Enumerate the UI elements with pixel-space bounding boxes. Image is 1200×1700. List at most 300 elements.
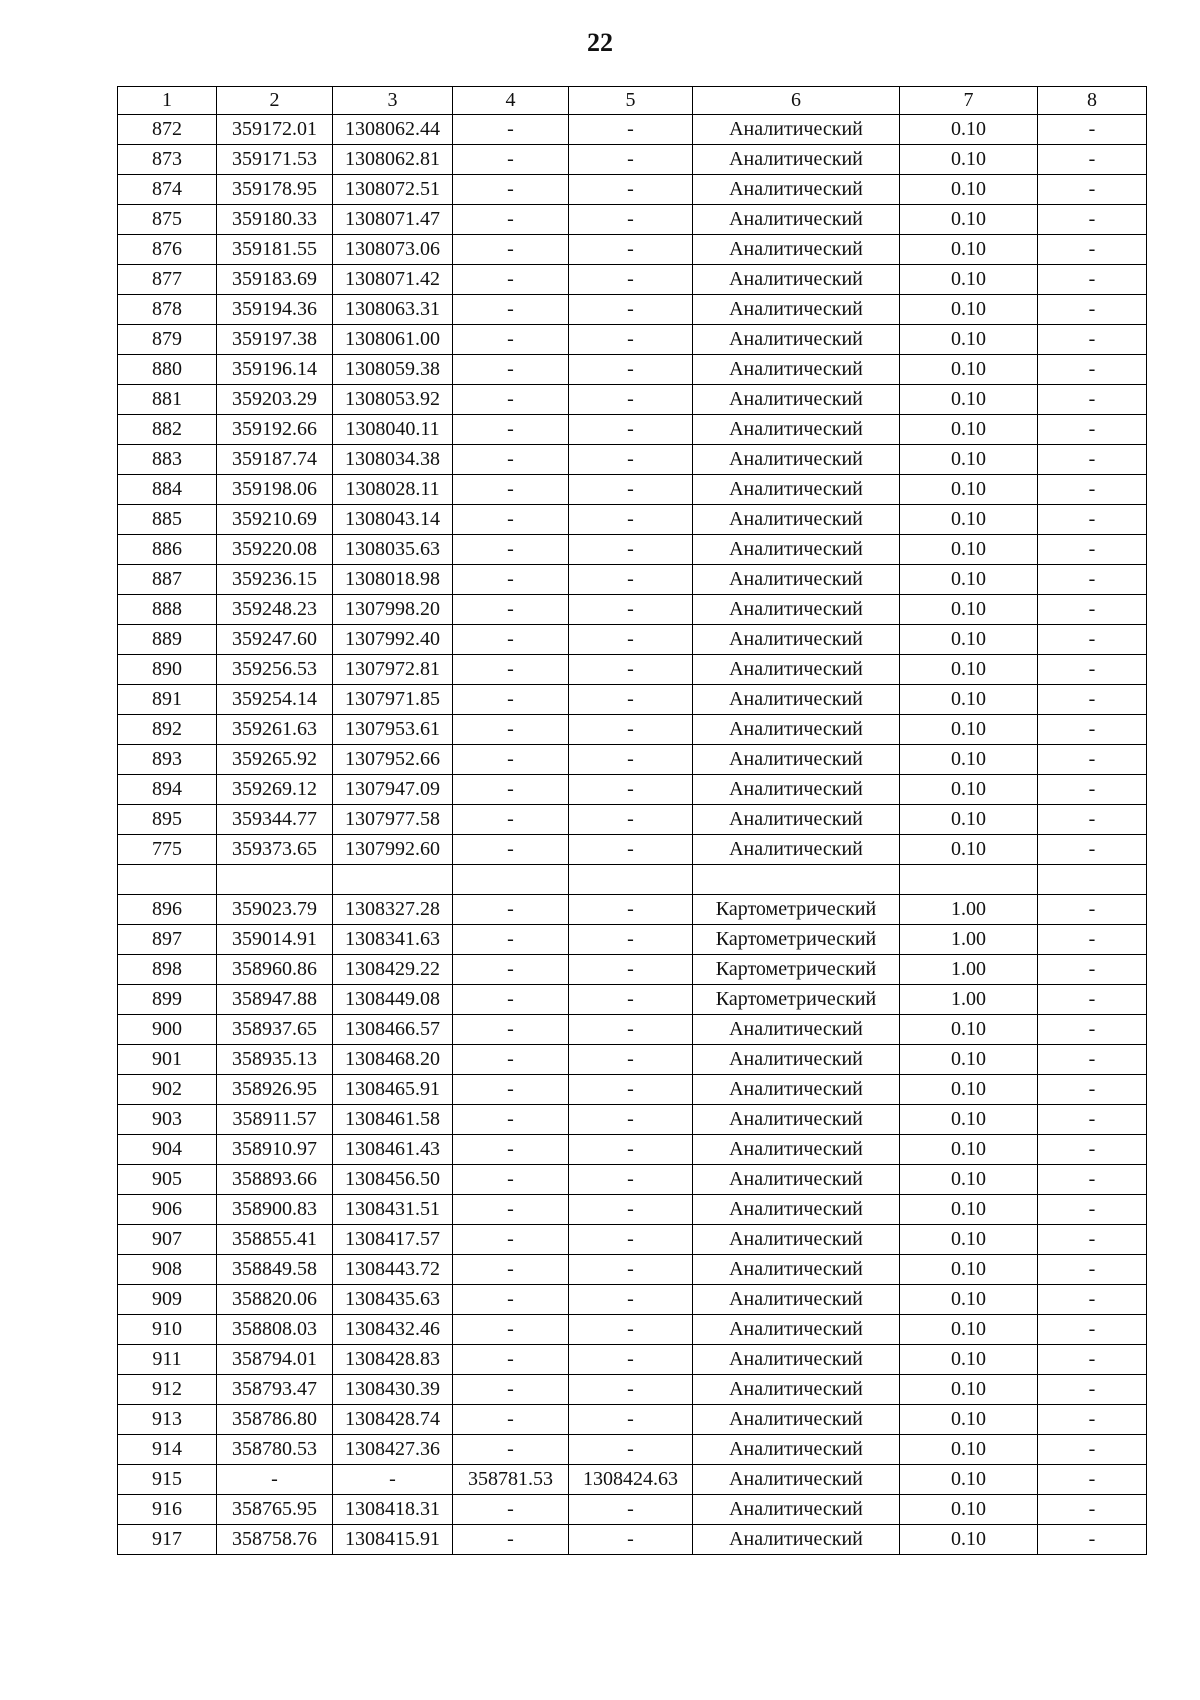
table-row <box>118 1285 1147 1315</box>
table-cell: - <box>569 1255 693 1285</box>
table-row <box>118 355 1147 385</box>
table-cell: 1.00 <box>900 985 1038 1015</box>
table-cell: - <box>569 475 693 505</box>
table-cell: 0.10 <box>900 1045 1038 1075</box>
table-cell: Аналитический <box>693 115 900 145</box>
table-cell: 0.10 <box>900 1375 1038 1405</box>
table-cell: - <box>453 1105 569 1135</box>
coordinates-table <box>117 86 1147 1555</box>
table-cell: 0.10 <box>900 535 1038 565</box>
table-cell: 1308072.51 <box>333 175 453 205</box>
table-cell: - <box>1038 1165 1147 1195</box>
table-cell: - <box>1038 415 1147 445</box>
table-cell: Аналитический <box>693 1015 900 1045</box>
table-row <box>118 1015 1147 1045</box>
table-cell: - <box>569 745 693 775</box>
table-cell: 1308428.83 <box>333 1345 453 1375</box>
table-cell: Аналитический <box>693 475 900 505</box>
table-row <box>118 955 1147 985</box>
table-row <box>118 805 1147 835</box>
table-cell: Аналитический <box>693 235 900 265</box>
table-cell: - <box>1038 1465 1147 1495</box>
table-cell: - <box>569 175 693 205</box>
table-cell: 358935.13 <box>217 1045 333 1075</box>
table-cell: Аналитический <box>693 1225 900 1255</box>
table-cell: - <box>569 1495 693 1525</box>
table-cell: - <box>453 235 569 265</box>
table-row <box>118 835 1147 865</box>
table-cell: Аналитический <box>693 685 900 715</box>
table-cell: 1308443.72 <box>333 1255 453 1285</box>
table-cell: 1308059.38 <box>333 355 453 385</box>
table-cell: - <box>453 655 569 685</box>
table-cell: - <box>1038 115 1147 145</box>
table-cell: - <box>1038 715 1147 745</box>
table-cell: 0.10 <box>900 145 1038 175</box>
table-cell: - <box>453 1375 569 1405</box>
table-cell: 1308071.42 <box>333 265 453 295</box>
table-cell: - <box>453 1435 569 1465</box>
table-cell: 0.10 <box>900 1075 1038 1105</box>
table-cell: 1308028.11 <box>333 475 453 505</box>
table-cell: - <box>569 445 693 475</box>
table-cell: 899 <box>118 985 217 1015</box>
table-cell: 912 <box>118 1375 217 1405</box>
table-cell: - <box>1038 1195 1147 1225</box>
table-cell: 358793.47 <box>217 1375 333 1405</box>
table-cell: 901 <box>118 1045 217 1075</box>
table-cell: 1308424.63 <box>569 1465 693 1495</box>
table-cell: - <box>569 985 693 1015</box>
table-cell: - <box>1038 175 1147 205</box>
table-cell: 894 <box>118 775 217 805</box>
table-row <box>118 535 1147 565</box>
table-cell: 1307953.61 <box>333 715 453 745</box>
table-cell: 0.10 <box>900 1345 1038 1375</box>
table-cell: - <box>1038 355 1147 385</box>
table-cell: 1308429.22 <box>333 955 453 985</box>
table-row <box>118 1375 1147 1405</box>
table-cell: 0.10 <box>900 745 1038 775</box>
table-cell: 0.10 <box>900 595 1038 625</box>
table-cell: Аналитический <box>693 1105 900 1135</box>
table-cell: - <box>453 205 569 235</box>
table-cell: 359247.60 <box>217 625 333 655</box>
table-cell: 359210.69 <box>217 505 333 535</box>
table-cell: 892 <box>118 715 217 745</box>
table-cell: 904 <box>118 1135 217 1165</box>
table-cell: 0.10 <box>900 1315 1038 1345</box>
table-cell: 1308040.11 <box>333 415 453 445</box>
table-cell: 0.10 <box>900 115 1038 145</box>
table-cell: Аналитический <box>693 505 900 535</box>
table-cell: - <box>1038 385 1147 415</box>
table-cell: 358911.57 <box>217 1105 333 1135</box>
table-cell: - <box>569 565 693 595</box>
table-cell: Аналитический <box>693 1405 900 1435</box>
table-cell: 1308034.38 <box>333 445 453 475</box>
table-cell: 359236.15 <box>217 565 333 595</box>
table-cell: 874 <box>118 175 217 205</box>
table-cell: 1308071.47 <box>333 205 453 235</box>
table-cell: - <box>569 1135 693 1165</box>
table-cell: - <box>569 265 693 295</box>
table-cell: 358780.53 <box>217 1435 333 1465</box>
table-cell: Аналитический <box>693 775 900 805</box>
table-cell: - <box>569 505 693 535</box>
table-cell: 0.10 <box>900 415 1038 445</box>
table-cell <box>118 865 217 895</box>
table-cell: 0.10 <box>900 1105 1038 1135</box>
table-cell: - <box>569 295 693 325</box>
table-cell: - <box>453 1075 569 1105</box>
table-row <box>118 235 1147 265</box>
table-cell: Аналитический <box>693 175 900 205</box>
table-cell: - <box>1038 835 1147 865</box>
table-cell: 1308428.74 <box>333 1405 453 1435</box>
table-cell: - <box>1038 1075 1147 1105</box>
table-row <box>118 985 1147 1015</box>
table-cell: 910 <box>118 1315 217 1345</box>
table-cell: 0.10 <box>900 805 1038 835</box>
table-cell: - <box>1038 805 1147 835</box>
table-cell: 1308435.63 <box>333 1285 453 1315</box>
table-cell: 1.00 <box>900 925 1038 955</box>
table-row <box>118 145 1147 175</box>
table-cell: - <box>453 1255 569 1285</box>
table-cell: 358893.66 <box>217 1165 333 1195</box>
table-cell: 0.10 <box>900 475 1038 505</box>
table-row <box>118 565 1147 595</box>
table-cell: 886 <box>118 535 217 565</box>
table-cell: - <box>1038 655 1147 685</box>
table-cell: 358960.86 <box>217 955 333 985</box>
table-cell: 0.10 <box>900 1195 1038 1225</box>
table-cell: - <box>1038 1285 1147 1315</box>
table-cell: - <box>453 805 569 835</box>
table-row <box>118 1435 1147 1465</box>
table-cell: - <box>569 655 693 685</box>
table-cell: 0.10 <box>900 1015 1038 1045</box>
table-cell: 1308043.14 <box>333 505 453 535</box>
table-cell: 880 <box>118 355 217 385</box>
table-cell: Аналитический <box>693 1345 900 1375</box>
table-row <box>118 1045 1147 1075</box>
table-cell: 358765.95 <box>217 1495 333 1525</box>
table-cell <box>217 865 333 895</box>
table-cell: - <box>569 1435 693 1465</box>
table-cell: - <box>569 1525 693 1555</box>
table-cell: - <box>453 1015 569 1045</box>
table-cell: - <box>453 775 569 805</box>
table-cell: 0.10 <box>900 565 1038 595</box>
table-cell: - <box>1038 475 1147 505</box>
table-cell: 359265.92 <box>217 745 333 775</box>
table-cell: - <box>569 355 693 385</box>
column-header: 3 <box>333 87 453 115</box>
table-cell: 0.10 <box>900 655 1038 685</box>
table-cell: - <box>453 1525 569 1555</box>
table-cell: 1308432.46 <box>333 1315 453 1345</box>
table-cell: Аналитический <box>693 745 900 775</box>
table-cell: 1308061.00 <box>333 325 453 355</box>
table-cell: 0.10 <box>900 835 1038 865</box>
table-cell: 897 <box>118 925 217 955</box>
table-cell: Аналитический <box>693 265 900 295</box>
table-cell: Аналитический <box>693 295 900 325</box>
table-cell: 0.10 <box>900 175 1038 205</box>
column-header: 6 <box>693 87 900 115</box>
table-row <box>118 625 1147 655</box>
table-cell: Аналитический <box>693 565 900 595</box>
table-cell: - <box>569 835 693 865</box>
table-cell: - <box>1038 925 1147 955</box>
table-cell: - <box>453 565 569 595</box>
table-cell: 915 <box>118 1465 217 1495</box>
table-cell: 1308465.91 <box>333 1075 453 1105</box>
table-cell: 1308418.31 <box>333 1495 453 1525</box>
table-cell: 359269.12 <box>217 775 333 805</box>
table-cell: - <box>453 1195 569 1225</box>
table-cell: - <box>453 475 569 505</box>
table-cell: Аналитический <box>693 1375 900 1405</box>
table-cell: 1307998.20 <box>333 595 453 625</box>
table-cell: - <box>453 1285 569 1315</box>
table-cell: - <box>453 535 569 565</box>
table-cell: - <box>453 445 569 475</box>
table-cell: - <box>1038 535 1147 565</box>
table-cell: - <box>453 985 569 1015</box>
table-row <box>118 385 1147 415</box>
table-cell: 359256.53 <box>217 655 333 685</box>
table-cell: Аналитический <box>693 325 900 355</box>
table-cell: - <box>569 925 693 955</box>
table-cell: 890 <box>118 655 217 685</box>
table-row <box>118 655 1147 685</box>
table-cell: - <box>1038 1015 1147 1045</box>
table-row <box>118 265 1147 295</box>
table-cell: 1308018.98 <box>333 565 453 595</box>
table-cell: - <box>453 505 569 535</box>
table-cell: - <box>1038 565 1147 595</box>
table-cell: Аналитический <box>693 1315 900 1345</box>
table-cell: 359220.08 <box>217 535 333 565</box>
table-cell: - <box>453 295 569 325</box>
table-cell: - <box>453 415 569 445</box>
table-cell: 875 <box>118 205 217 235</box>
table-cell: - <box>453 1135 569 1165</box>
table-header-row <box>118 87 1147 115</box>
table-row <box>118 1225 1147 1255</box>
table-cell: 906 <box>118 1195 217 1225</box>
table-cell: - <box>453 895 569 925</box>
table-cell: 359023.79 <box>217 895 333 925</box>
table-cell: - <box>569 145 693 175</box>
table-cell: 0.10 <box>900 715 1038 745</box>
table-cell: 1308431.51 <box>333 1195 453 1225</box>
table-cell: - <box>453 1315 569 1345</box>
table-cell: 1308062.44 <box>333 115 453 145</box>
table-row <box>118 475 1147 505</box>
table-cell: 1.00 <box>900 895 1038 925</box>
table-cell: 882 <box>118 415 217 445</box>
table-cell: - <box>1038 775 1147 805</box>
table-cell: - <box>1038 625 1147 655</box>
table-cell: 0.10 <box>900 355 1038 385</box>
table-row <box>118 745 1147 775</box>
table-cell: 1307971.85 <box>333 685 453 715</box>
table-cell: 0.10 <box>900 1435 1038 1465</box>
table-cell: 0.10 <box>900 385 1038 415</box>
table-cell: - <box>569 1195 693 1225</box>
table-cell: 896 <box>118 895 217 925</box>
table-row <box>118 1195 1147 1225</box>
table-cell: 884 <box>118 475 217 505</box>
table-row <box>118 295 1147 325</box>
table-cell: 881 <box>118 385 217 415</box>
table-cell: - <box>1038 235 1147 265</box>
table-cell: - <box>453 325 569 355</box>
table-row <box>118 175 1147 205</box>
table-cell: 359373.65 <box>217 835 333 865</box>
table-cell: - <box>453 955 569 985</box>
table-cell: 1307947.09 <box>333 775 453 805</box>
table-cell: Аналитический <box>693 1495 900 1525</box>
table-cell: 908 <box>118 1255 217 1285</box>
table-cell: 0.10 <box>900 1405 1038 1435</box>
table-cell: - <box>1038 985 1147 1015</box>
table-cell: 1308035.63 <box>333 535 453 565</box>
table-row <box>118 1345 1147 1375</box>
table-cell: - <box>453 625 569 655</box>
table-cell: - <box>453 1045 569 1075</box>
table-cell: - <box>1038 265 1147 295</box>
table-cell: - <box>569 1315 693 1345</box>
table-row <box>118 1165 1147 1195</box>
table-cell: 0.10 <box>900 325 1038 355</box>
table-row <box>118 1405 1147 1435</box>
table-row <box>118 205 1147 235</box>
table-cell: Аналитический <box>693 715 900 745</box>
table-cell: - <box>333 1465 453 1495</box>
table-cell: 1308430.39 <box>333 1375 453 1405</box>
table-cell: 0.10 <box>900 1135 1038 1165</box>
table-cell: - <box>453 385 569 415</box>
table-cell: Аналитический <box>693 1195 900 1225</box>
table-cell: 0.10 <box>900 265 1038 295</box>
table-cell: 359183.69 <box>217 265 333 295</box>
table-row <box>118 1495 1147 1525</box>
table-cell: - <box>1038 145 1147 175</box>
table-cell: 898 <box>118 955 217 985</box>
table-cell: 1307992.40 <box>333 625 453 655</box>
table-cell: - <box>217 1465 333 1495</box>
table-cell: 358910.97 <box>217 1135 333 1165</box>
table-cell: - <box>1038 1345 1147 1375</box>
table-cell: 872 <box>118 115 217 145</box>
table-cell: Аналитический <box>693 625 900 655</box>
table-cell: 917 <box>118 1525 217 1555</box>
table-cell: - <box>453 1165 569 1195</box>
table-cell: - <box>1038 1315 1147 1345</box>
table-row <box>118 1105 1147 1135</box>
table-cell: 358794.01 <box>217 1345 333 1375</box>
table-cell: 1308415.91 <box>333 1525 453 1555</box>
table-cell: 1308461.43 <box>333 1135 453 1165</box>
table-cell: 1308063.31 <box>333 295 453 325</box>
table-cell: - <box>453 595 569 625</box>
table-cell: 359014.91 <box>217 925 333 955</box>
table-cell: - <box>1038 1105 1147 1135</box>
table-cell: - <box>569 1405 693 1435</box>
table-cell: 0.10 <box>900 1525 1038 1555</box>
table-cell: 0.10 <box>900 1465 1038 1495</box>
table-cell: 1308427.36 <box>333 1435 453 1465</box>
table-cell: - <box>453 1495 569 1525</box>
table-cell: 916 <box>118 1495 217 1525</box>
table-cell: 891 <box>118 685 217 715</box>
table-cell: 889 <box>118 625 217 655</box>
table-cell: 359197.38 <box>217 325 333 355</box>
table-cell: 1308062.81 <box>333 145 453 175</box>
table-cell: 358947.88 <box>217 985 333 1015</box>
table-cell: 0.10 <box>900 1285 1038 1315</box>
table-cell: 907 <box>118 1225 217 1255</box>
table-cell: 359261.63 <box>217 715 333 745</box>
table-cell: - <box>569 685 693 715</box>
table-row <box>118 715 1147 745</box>
table-row <box>118 1315 1147 1345</box>
table-cell: 1308466.57 <box>333 1015 453 1045</box>
table-cell: 358786.80 <box>217 1405 333 1435</box>
table-cell: 1307992.60 <box>333 835 453 865</box>
table-cell: 359180.33 <box>217 205 333 235</box>
table-cell: 1308456.50 <box>333 1165 453 1195</box>
table-cell <box>900 865 1038 895</box>
table-cell: - <box>569 205 693 235</box>
table-cell: 0.10 <box>900 625 1038 655</box>
table-cell: - <box>1038 1525 1147 1555</box>
table-cell: 359254.14 <box>217 685 333 715</box>
table-cell: - <box>453 835 569 865</box>
table-cell: 902 <box>118 1075 217 1105</box>
table-cell: - <box>1038 595 1147 625</box>
table-cell: 359194.36 <box>217 295 333 325</box>
table-cell: 359203.29 <box>217 385 333 415</box>
table-cell: - <box>569 595 693 625</box>
table-row <box>118 325 1147 355</box>
table-cell: - <box>1038 445 1147 475</box>
table-cell: 359178.95 <box>217 175 333 205</box>
table-cell: 876 <box>118 235 217 265</box>
table-cell: - <box>569 325 693 355</box>
table-cell: 0.10 <box>900 295 1038 325</box>
table-cell: - <box>569 535 693 565</box>
table-cell <box>333 865 453 895</box>
table-cell: 888 <box>118 595 217 625</box>
table-cell: 1307952.66 <box>333 745 453 775</box>
table-cell: 359248.23 <box>217 595 333 625</box>
table-row <box>118 505 1147 535</box>
table-cell <box>1038 865 1147 895</box>
table-cell: - <box>569 115 693 145</box>
table-cell: 914 <box>118 1435 217 1465</box>
table-cell: - <box>1038 745 1147 775</box>
table-cell: 358855.41 <box>217 1225 333 1255</box>
table-cell: Аналитический <box>693 355 900 385</box>
table-cell: - <box>1038 1225 1147 1255</box>
table-cell: - <box>453 1225 569 1255</box>
